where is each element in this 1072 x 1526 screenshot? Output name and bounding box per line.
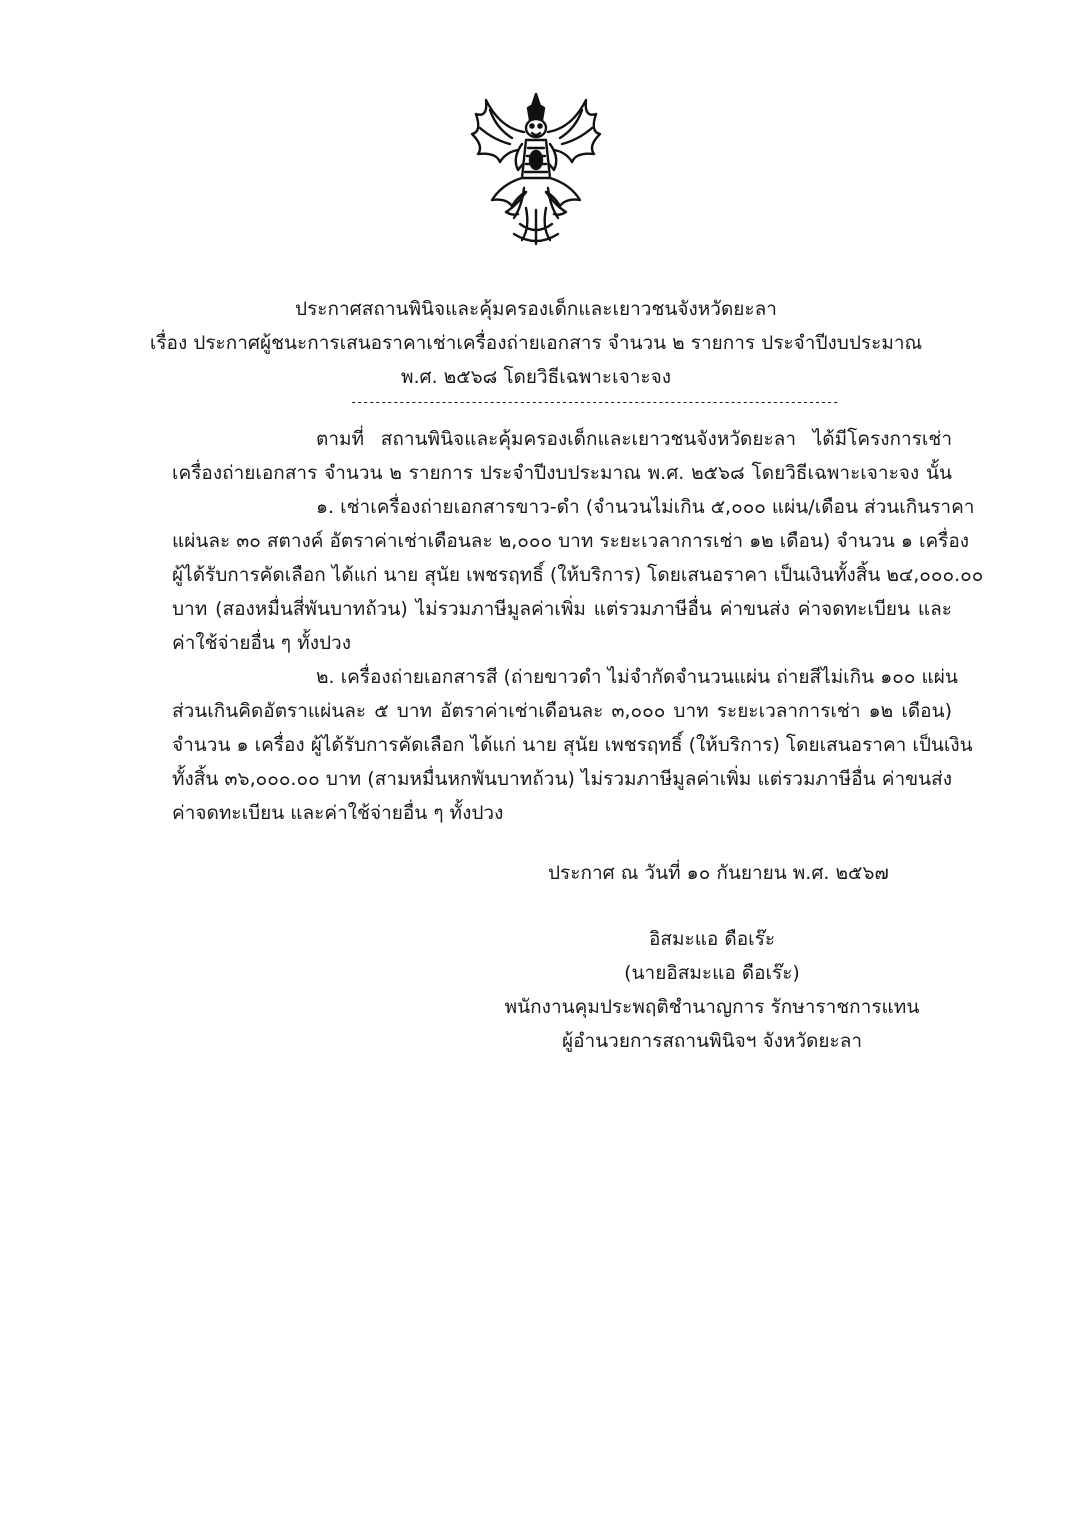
item2-line-3: จำนวน ๑ เครื่อง ผู้ได้รับการคัดเลือก ได้แก่ นาย สุนัย เพชรฤทธิ์ (ให้บริการ) โดยเสนอราคา เป็นเงิน [172, 734, 973, 756]
signature-signed-name: อิสมะแอ ดือเร๊ะ [648, 928, 776, 950]
item2-line-4: ทั้งสิ้น ๓๖,๐๐๐.๐๐ บาท (สามหมื่นหกพันบาทถ้วน) ไม่รวมภาษีมูลค่าเพิ่ม แต่รวมภาษีอื่น ค่าขนส่ง [172, 768, 952, 790]
intro-line-1: ตามที่ สถานพินิจและคุ้มครองเด็กและเยาวชนจังหวัดยะลา ได้มีโครงการเช่า [316, 428, 952, 450]
garuda-emblem-icon [466, 88, 606, 248]
item1-line-5: ค่าใช้จ่ายอื่น ๆ ทั้งปวง [172, 632, 351, 654]
item1-line-1: ๑. เช่าเครื่องถ่ายเอกสารขาว-ดำ (จำนวนไม่เกิน ๕,๐๐๐ แผ่น/เดือน ส่วนเกินราคา [316, 496, 975, 518]
divider-line: --------------------------------------------------------------------------------- [350, 395, 838, 409]
item1-line-2: แผ่นละ ๓๐ สตางค์ อัตราค่าเช่าเดือนละ ๒,๐๐๐ บาท ระยะเวลาการเช่า ๑๒ เดือน) จำนวน ๑ เครื่อง [172, 530, 970, 552]
signature-office: ผู้อำนวยการสถานพินิจฯ จังหวัดยะลา [561, 1030, 863, 1052]
signature-full-name: (นายอิสมะแอ ดือเร๊ะ) [624, 962, 800, 984]
item2-line-1: ๒. เครื่องถ่ายเอกสารสี (ถ่ายขาวดำ ไม่จำกัดจำนวนแผ่น ถ่ายสีไม่เกิน ๑๐๐ แผ่น [316, 666, 958, 688]
signature-position: พนักงานคุมประพฤติชำนาญการ รักษาราชการแทน [504, 996, 920, 1018]
announcement-title: ประกาศสถานพินิจและคุ้มครองเด็กและเยาวชนจังหวัดยะลา [295, 298, 777, 320]
announcement-subject-continued: พ.ศ. ๒๕๖๘ โดยวิธีเฉพาะเจาะจง [400, 366, 672, 388]
item1-line-3: ผู้ได้รับการคัดเลือก ได้แก่ นาย สุนัย เพชรฤทธิ์ (ให้บริการ) โดยเสนอราคา เป็นเงินทั้งสิ้น ๒๔,๐๐๐.๐๐ [172, 564, 984, 586]
item2-line-5: ค่าจดทะเบียน และค่าใช้จ่ายอื่น ๆ ทั้งปวง [172, 802, 504, 824]
item1-line-4: บาท (สองหมื่นสี่พันบาทถ้วน) ไม่รวมภาษีมูลค่าเพิ่ม แต่รวมภาษีอื่น ค่าขนส่ง ค่าจดทะเบียน และ [172, 598, 952, 620]
item2-line-2: ส่วนเกินคิดอัตราแผ่นละ ๕ บาท อัตราค่าเช่าเดือนละ ๓,๐๐๐ บาท ระยะเวลาการเช่า ๑๒ เดือน) [172, 700, 952, 722]
announcement-date: ประกาศ ณ วันที่ ๑๐ กันยายน พ.ศ. ๒๕๖๗ [548, 862, 889, 884]
announcement-subject: เรื่อง ประกาศผู้ชนะการเสนอราคาเช่าเครื่องถ่ายเอกสาร จำนวน ๒ รายการ ประจำปีงบประมาณ [149, 332, 923, 354]
intro-line-2: เครื่องถ่ายเอกสาร จำนวน ๒ รายการ ประจำปีงบประมาณ พ.ศ. ๒๕๖๘ โดยวิธีเฉพาะเจาะจง นั้น [172, 462, 952, 484]
